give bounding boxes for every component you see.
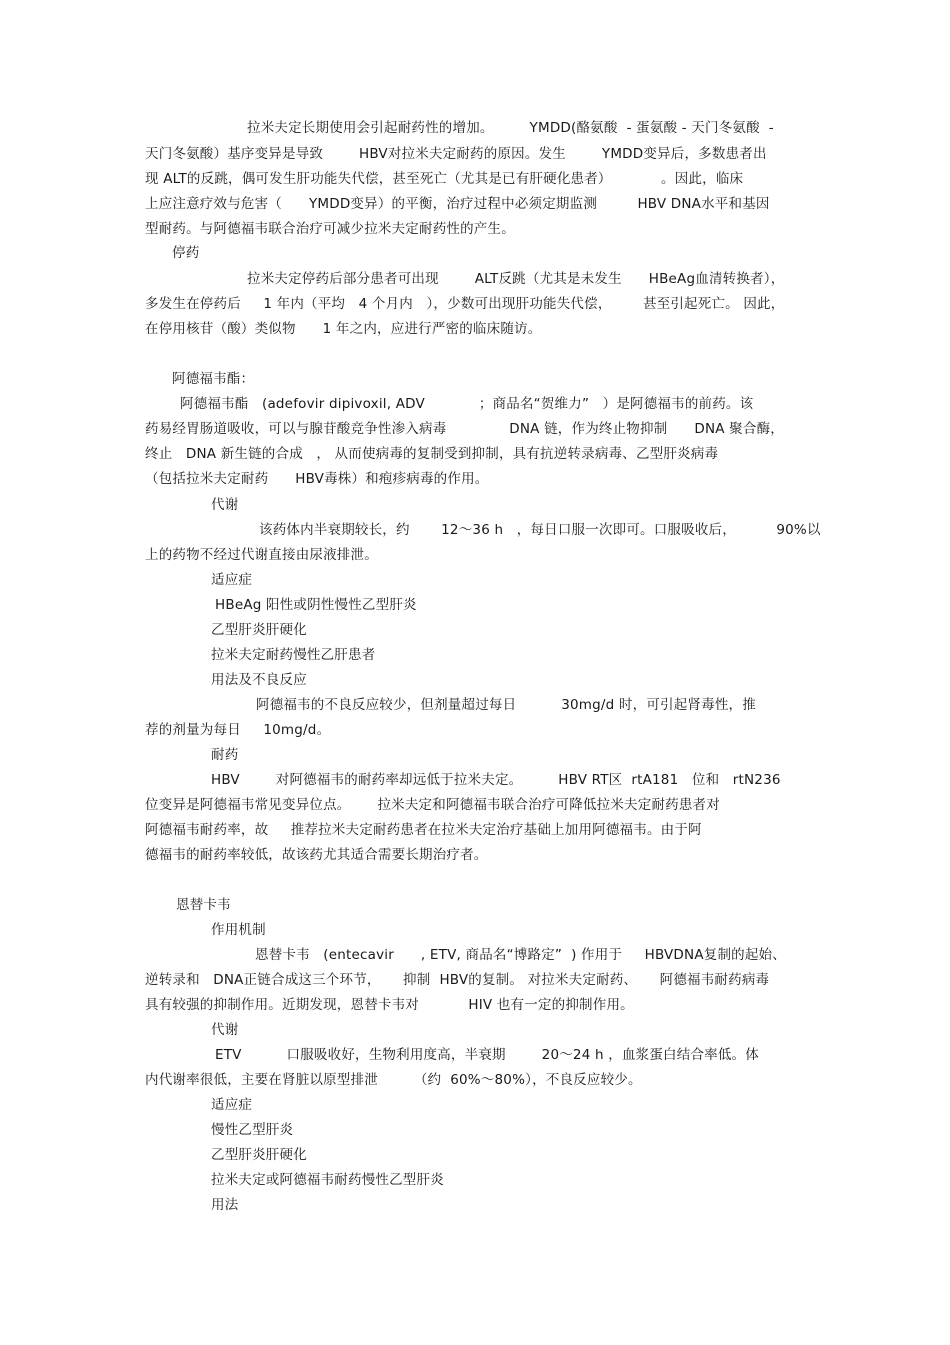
drug-heading: 恩替卡韦 — [176, 897, 231, 913]
body-line: 拉米夫定停药后部分患者可出现 ALT反跳（尤其是未发生 HBeAg血清转换者）， — [247, 271, 785, 287]
sub-heading: 用法 — [211, 1197, 239, 1213]
list-item: 乙型肝炎肝硬化 — [211, 1147, 307, 1163]
body-line: 荐的剂量为每日 10mg/d。 — [145, 722, 331, 738]
body-line: HBV 对阿德福韦的耐药率却远低于拉米夫定。 HBV RT区 rtA181 位和 rtN236 — [211, 772, 781, 788]
body-line: 型耐药。与阿德福韦联合治疗可减少拉米夫定耐药性的产生。 — [145, 221, 515, 237]
sub-heading: 代谢 — [211, 497, 239, 513]
list-item: 拉米夫定或阿德福韦耐药慢性乙型肝炎 — [211, 1172, 444, 1188]
body-line: 终止 DNA 新生链的合成 ， 从而使病毒的复制受到抑制，具有抗逆转录病毒、乙型肝炎病毒 — [145, 446, 719, 462]
section-heading: 停药 — [172, 245, 200, 261]
body-line: ETV 口服吸收好，生物利用度高，半衰期 20～24 h ，血浆蛋白结合率低。体 — [215, 1047, 759, 1063]
sub-heading: 适应症 — [211, 1097, 253, 1113]
list-item: 乙型肝炎肝硬化 — [211, 622, 307, 638]
body-line: （包括拉米夫定耐药 HBV毒株）和疱疹病毒的作用。 — [145, 471, 489, 487]
body-line: 上应注意疗效与危害（ YMDD变异）的平衡，治疗过程中必须定期监测 HBV DNA水平和基因 — [145, 196, 770, 212]
body-line: 在停用核苷（酸）类似物 1 年之内，应进行严密的临床随访。 — [145, 321, 542, 337]
body-line: 药易经胃肠道吸收，可以与腺苷酸竞争性渗入病毒 DNA 链，作为终止物抑制 DNA 聚合酶， — [145, 421, 784, 437]
sub-heading: 用法及不良反应 — [211, 672, 307, 688]
sub-heading: 耐药 — [211, 747, 239, 763]
list-item: HBeAg 阳性或阴性慢性乙型肝炎 — [215, 597, 417, 613]
body-line: 内代谢率很低，主要在肾脏以原型排泄 （约 60%～80%），不良反应较少。 — [145, 1072, 642, 1088]
sub-heading: 作用机制 — [211, 922, 266, 938]
body-line: 现 ALT的反跳，偶可发生肝功能失代偿，甚至死亡（尤其是已有肝硬化患者） 。因此，临床 — [145, 171, 744, 187]
body-line: 拉米夫定长期使用会引起耐药性的增加。 YMDD(酪氨酸 - 蛋氨酸 - 天门冬氨酸 - — [247, 120, 774, 136]
body-line: 具有较强的抑制作用。近期发现，恩替卡韦对 HIV 也有一定的抑制作用。 — [145, 997, 634, 1013]
body-line: 上的药物不经过代谢直接由尿液排泄。 — [145, 547, 378, 563]
body-line: 天门冬氨酸）基序变异是导致 HBV对拉米夫定耐药的原因。发生 YMDD变异后，多数患者出 — [145, 146, 767, 162]
list-item: 拉米夫定耐药慢性乙肝患者 — [211, 647, 376, 663]
drug-heading: 阿德福韦酯： — [172, 371, 255, 387]
body-line: 阿德福韦的不良反应较少，但剂量超过每日 30mg/d 时，可引起肾毒性，推 — [256, 697, 756, 713]
body-line: 阿德福韦耐药率，故 推荐拉米夫定耐药患者在拉米夫定治疗基础上加用阿德福韦。由于阿 — [145, 822, 702, 838]
list-item: 慢性乙型肝炎 — [211, 1122, 294, 1138]
body-line: 逆转录和 DNA正链合成这三个环节， 抑制 HBV的复制。 对拉米夫定耐药、 阿德福韦耐药病毒 — [145, 972, 770, 988]
body-line: 该药体内半衰期较长，约 12～36 h ，每日口服一次即可。口服吸收后， 90%以 — [259, 522, 821, 538]
body-line: 位变异是阿德福韦常见变异位点。 拉米夫定和阿德福韦联合治疗可降低拉米夫定耐药患者对 — [145, 797, 720, 813]
sub-heading: 适应症 — [211, 572, 253, 588]
body-line: 恩替卡韦 (entecavir , ETV, 商品名“博路定” ) 作用于 HBVDNA复制的起始、 — [255, 947, 786, 963]
body-line: 德福韦的耐药率较低，故该药尤其适合需要长期治疗者。 — [145, 847, 488, 863]
body-line: 多发生在停药后 1 年内（平均 4 个月内 ），少数可出现肝功能失代偿， 甚至引起死亡。 因此， — [145, 296, 785, 312]
body-line: 阿德福韦酯 (adefovir dipivoxil, ADV ；商品名“贺维力” ）是阿德福韦的前药。该 — [180, 396, 754, 412]
sub-heading: 代谢 — [211, 1022, 239, 1038]
